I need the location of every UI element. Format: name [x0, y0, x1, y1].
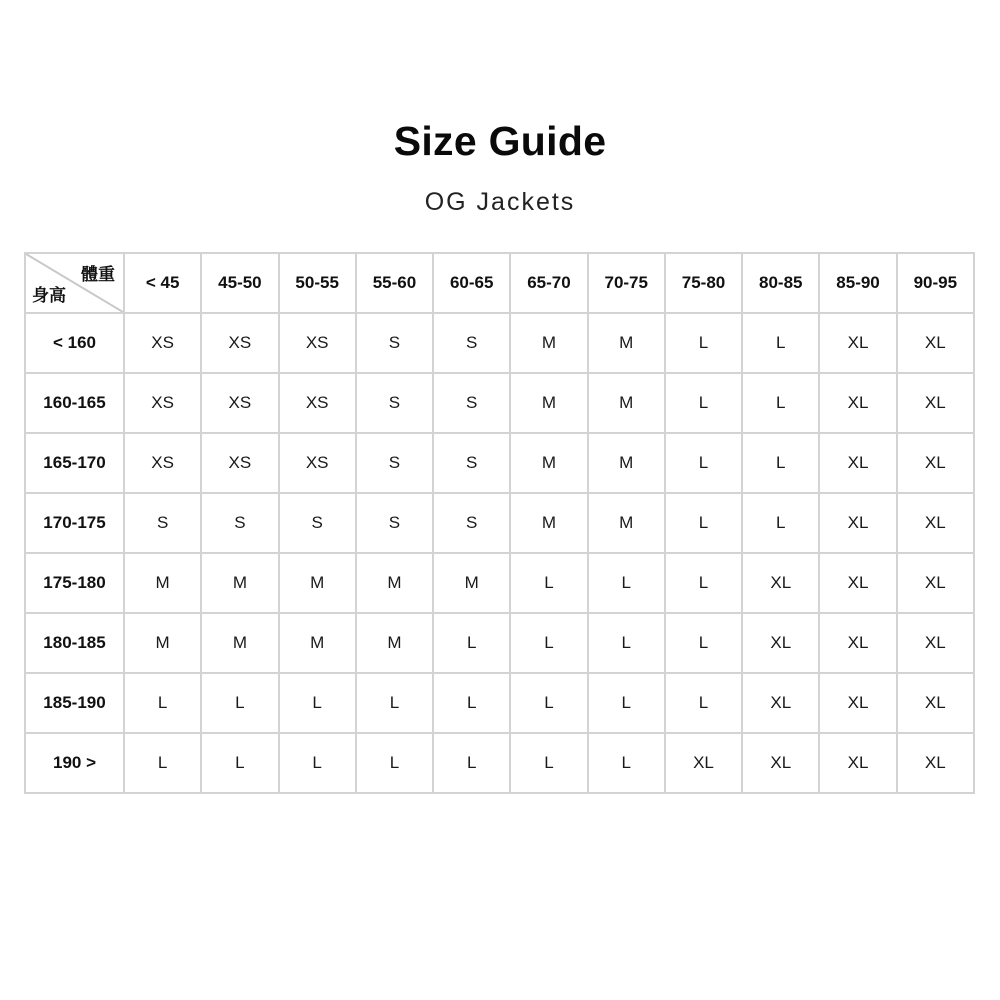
size-guide-table	[24, 252, 975, 794]
size-cell: L	[742, 313, 819, 373]
size-cell: S	[356, 313, 433, 373]
size-cell: L	[279, 733, 356, 793]
size-cell: M	[588, 313, 665, 373]
size-cell: L	[510, 553, 587, 613]
size-cell: XS	[124, 433, 201, 493]
size-cell: L	[588, 733, 665, 793]
height-header-cell: 175-180	[25, 553, 124, 613]
size-cell: XL	[819, 553, 896, 613]
height-header-cell: 170-175	[25, 493, 124, 553]
table-row	[25, 553, 974, 613]
size-cell: XL	[897, 493, 974, 553]
size-cell: L	[356, 673, 433, 733]
size-cell: M	[510, 493, 587, 553]
size-cell: S	[356, 493, 433, 553]
size-cell: XS	[201, 373, 278, 433]
height-header-cell: 160-165	[25, 373, 124, 433]
size-cell: XL	[819, 313, 896, 373]
size-cell: L	[665, 613, 742, 673]
size-cell: M	[279, 553, 356, 613]
weight-header-cell: 65-70	[510, 253, 587, 313]
size-cell: XL	[819, 673, 896, 733]
height-header-cell: 165-170	[25, 433, 124, 493]
weight-header-cell: 70-75	[588, 253, 665, 313]
size-cell: M	[510, 313, 587, 373]
size-cell: M	[588, 373, 665, 433]
size-cell: XL	[819, 733, 896, 793]
size-cell: L	[665, 373, 742, 433]
size-cell: XL	[897, 313, 974, 373]
size-cell: XL	[665, 733, 742, 793]
weight-header-cell: 80-85	[742, 253, 819, 313]
size-cell: XL	[897, 673, 974, 733]
size-cell: L	[665, 553, 742, 613]
size-cell: M	[356, 553, 433, 613]
size-cell: M	[279, 613, 356, 673]
size-cell: M	[510, 433, 587, 493]
size-cell: L	[433, 613, 510, 673]
size-cell: XL	[819, 433, 896, 493]
size-cell: L	[510, 673, 587, 733]
size-cell: S	[356, 433, 433, 493]
size-cell: S	[279, 493, 356, 553]
table-row	[25, 673, 974, 733]
size-cell: L	[510, 733, 587, 793]
size-cell: XS	[201, 433, 278, 493]
size-cell: XS	[279, 373, 356, 433]
size-cell: L	[742, 493, 819, 553]
table-row	[25, 313, 974, 373]
size-cell: M	[124, 553, 201, 613]
size-cell: XS	[279, 433, 356, 493]
size-cell: XL	[819, 493, 896, 553]
size-cell: XL	[897, 733, 974, 793]
size-cell: XL	[819, 373, 896, 433]
size-cell: S	[433, 373, 510, 433]
size-cell: L	[665, 313, 742, 373]
size-cell: XL	[742, 553, 819, 613]
table-row	[25, 493, 974, 553]
size-cell: XL	[819, 613, 896, 673]
table-row	[25, 373, 974, 433]
table-header	[25, 253, 974, 313]
weight-header-cell: 55-60	[356, 253, 433, 313]
size-cell: XS	[201, 313, 278, 373]
weight-header-cell: 85-90	[819, 253, 896, 313]
height-header-cell: 190 >	[25, 733, 124, 793]
page-title: Size Guide	[393, 118, 607, 164]
size-cell: M	[201, 553, 278, 613]
size-cell: S	[433, 493, 510, 553]
size-cell: M	[124, 613, 201, 673]
size-cell: XS	[124, 313, 201, 373]
header-row	[25, 253, 974, 313]
height-header-cell: 180-185	[25, 613, 124, 673]
size-cell: XL	[897, 553, 974, 613]
weight-header-cell: 45-50	[201, 253, 278, 313]
size-cell: L	[433, 673, 510, 733]
table-body	[25, 313, 974, 793]
size-cell: L	[665, 493, 742, 553]
corner-header-cell	[25, 253, 124, 313]
size-cell: L	[742, 373, 819, 433]
size-cell: L	[279, 673, 356, 733]
size-cell: S	[433, 313, 510, 373]
size-cell: S	[356, 373, 433, 433]
height-axis-label: 身高	[32, 286, 66, 305]
table-row	[25, 613, 974, 673]
weight-axis-label: 體重	[81, 265, 115, 284]
size-cell: XL	[742, 613, 819, 673]
size-cell: XS	[124, 373, 201, 433]
size-cell: M	[588, 433, 665, 493]
size-cell: XL	[742, 673, 819, 733]
size-cell: L	[665, 433, 742, 493]
size-cell: L	[124, 673, 201, 733]
size-cell: S	[201, 493, 278, 553]
size-cell: XS	[279, 313, 356, 373]
size-cell: L	[742, 433, 819, 493]
weight-header-cell: 90-95	[897, 253, 974, 313]
size-cell: XL	[897, 373, 974, 433]
size-cell: L	[510, 613, 587, 673]
size-cell: L	[124, 733, 201, 793]
height-header-cell: < 160	[25, 313, 124, 373]
size-cell: L	[588, 673, 665, 733]
weight-header-cell: 75-80	[665, 253, 742, 313]
size-cell: L	[433, 733, 510, 793]
size-cell: M	[433, 553, 510, 613]
size-cell: L	[201, 673, 278, 733]
size-cell: XL	[897, 613, 974, 673]
size-cell: L	[588, 613, 665, 673]
size-cell: M	[588, 493, 665, 553]
page-subtitle: OG Jackets	[424, 188, 576, 216]
size-cell: L	[665, 673, 742, 733]
size-cell: L	[588, 553, 665, 613]
size-cell: M	[201, 613, 278, 673]
size-cell: M	[510, 373, 587, 433]
table-row	[25, 433, 974, 493]
weight-header-cell: < 45	[124, 253, 201, 313]
size-cell: S	[433, 433, 510, 493]
height-header-cell: 185-190	[25, 673, 124, 733]
table-row	[25, 733, 974, 793]
size-cell: XL	[742, 733, 819, 793]
size-cell: L	[356, 733, 433, 793]
size-cell: S	[124, 493, 201, 553]
weight-header-cell: 60-65	[433, 253, 510, 313]
size-cell: M	[356, 613, 433, 673]
size-cell: L	[201, 733, 278, 793]
weight-header-cell: 50-55	[279, 253, 356, 313]
size-cell: XL	[897, 433, 974, 493]
